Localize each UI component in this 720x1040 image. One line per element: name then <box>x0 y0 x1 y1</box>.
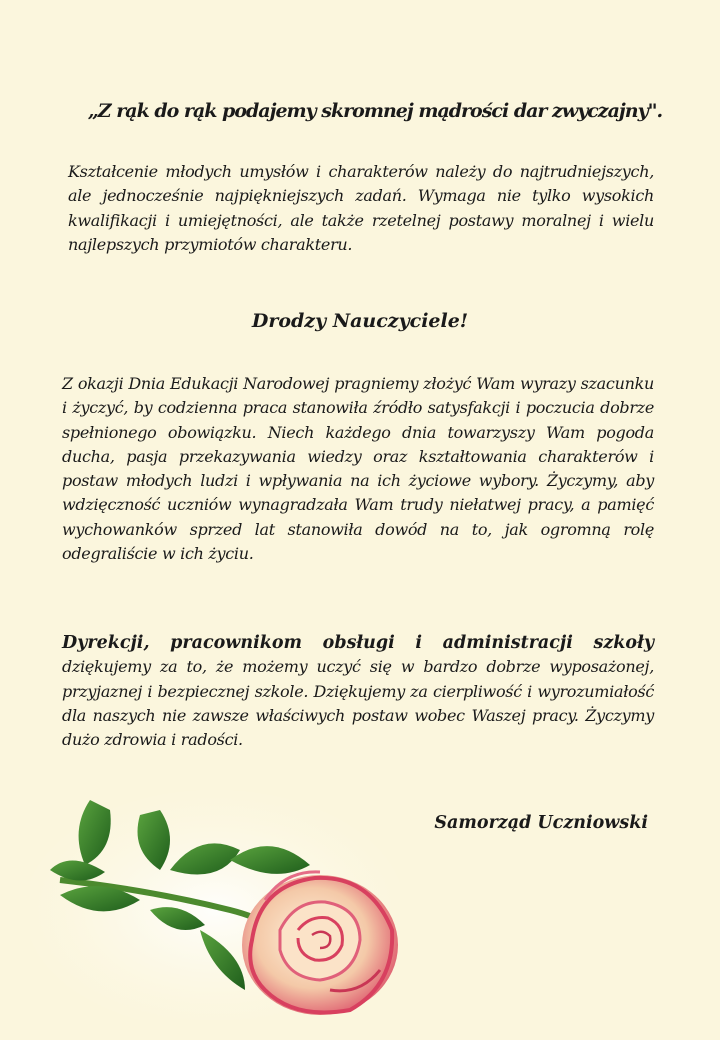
rose-icon <box>30 790 400 1020</box>
intro-paragraph: Kształcenie młodych umysłów i charakterów należy do najtrudniejszych, ale jednocześnie najpiękniejszych zadań. Wymaga nie tylko wysokich kwalifikacji i umiejętności, ale także rzetelnej postawy moralnej i wielu najlepszych przymiotów charakteru. <box>68 162 654 254</box>
greeting-heading: Drodzy Nauczyciele! <box>251 310 469 332</box>
staff-thanks-text: dziękujemy za to, że możemy uczyć się w bardzo dobrze wyposażonej, przyjaznej i bezpiecznej szkole. Dziękujemy za cierpliwość i wyrozumiałość dla naszych nie zawsze właściwych postaw wobec Waszej pracy. Życzymy dużo zdrowia i radości. <box>62 657 654 750</box>
signature: Samorząd Uczniowski <box>434 813 648 833</box>
staff-thanks-lead: Dyrekcji, pracownikom obsługi i administracji szkoły <box>62 633 654 653</box>
motto-quote: „Z rąk do rąk podajemy skromnej mądrości dar zwyczajny". <box>87 100 663 122</box>
staff-thanks-paragraph <box>62 631 654 752</box>
teachers-wishes-paragraph: Z okazji Dnia Edukacji Narodowej pragniemy złożyć Wam wyrazy szacunku i życzyć, by codzienna praca stanowiła źródło satysfakcji i poczucia dobrze spełnionego obowiązku. Niech każdego dnia towarzyszy Wam pogoda ducha, pasja przekazywania wiedzy oraz kształtowania charakterów i postaw młodych ludzi i wpływania na ich życiowe wybory. Życzymy, aby wdzięczność uczniów wynagradzała Wam trudy niełatwej pracy, a pamięć wychowanków sprzed lat stanowiła dowód na to, jak ogromną rolę odegraliście w ich życiu. <box>62 374 654 564</box>
